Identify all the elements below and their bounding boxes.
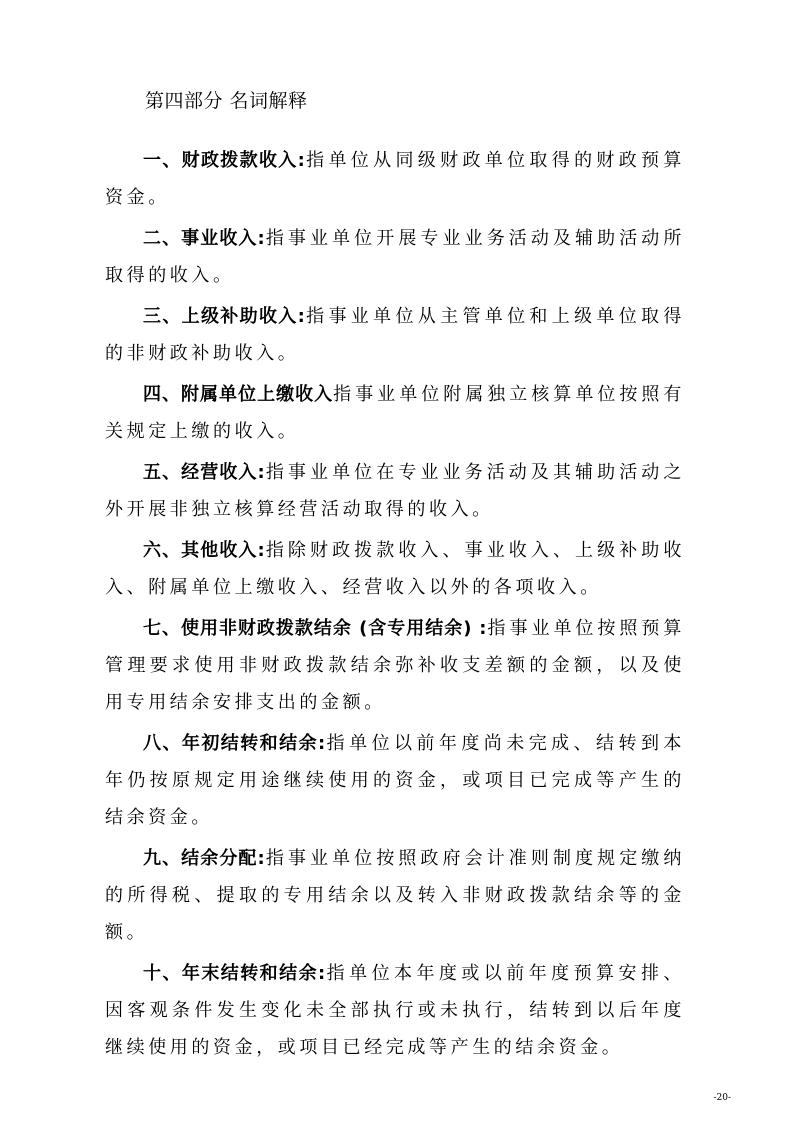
glossary-term: 五、经营收入: bbox=[143, 462, 266, 483]
glossary-term: 三、上级补助收入: bbox=[143, 306, 306, 327]
glossary-term: 九、结余分配: bbox=[143, 848, 266, 869]
glossary-entry-7 bbox=[105, 610, 685, 721]
glossary-entry-8 bbox=[105, 725, 685, 836]
glossary-entry-6 bbox=[105, 532, 685, 606]
glossary-definition: 指事业单位开展专业业务活动及辅助活动所取得的收入。 bbox=[105, 228, 685, 286]
glossary-term: 十、年末结转和结余: bbox=[143, 963, 326, 984]
glossary-definition: 指单位本年度或以前年度预算安排、因客观条件发生变化未全部执行或未执行，结转到以后年度继续使用的资金，或项目已经完成等产生的结余资金。 bbox=[105, 963, 685, 1058]
glossary-list bbox=[105, 142, 685, 1070]
glossary-entry-5 bbox=[105, 454, 685, 528]
glossary-definition: 指除财政拨款收入、事业收入、上级补助收入、附属单位上缴收入、经营收入以外的各项收入。 bbox=[105, 540, 685, 598]
glossary-entry-9 bbox=[105, 840, 685, 951]
glossary-definition: 指事业单位附属独立核算单位按照有关规定上缴的收入。 bbox=[105, 384, 685, 442]
glossary-definition: 指事业单位按照政府会计准则制度规定缴纳的所得税、提取的专用结余以及转入非财政拨款结余等的金额。 bbox=[105, 848, 685, 943]
glossary-term: 八、年初结转和结余: bbox=[143, 733, 326, 754]
glossary-entry-1 bbox=[105, 142, 685, 216]
glossary-entry-2 bbox=[105, 220, 685, 294]
glossary-entry-3 bbox=[105, 298, 685, 372]
glossary-entry-10 bbox=[105, 955, 685, 1066]
page-number: -20- bbox=[713, 1093, 731, 1103]
glossary-definition: 指单位以前年度尚未完成、结转到本年仍按原规定用途继续使用的资金，或项目已完成等产生的结余资金。 bbox=[105, 733, 685, 828]
glossary-definition: 指事业单位在专业业务活动及其辅助活动之外开展非独立核算经营活动取得的收入。 bbox=[105, 462, 685, 520]
glossary-term: 七、使用非财政拨款结余 (含专用结余) : bbox=[143, 618, 488, 639]
glossary-definition: 指事业单位从主管单位和上级单位取得的非财政补助收入。 bbox=[105, 306, 685, 364]
glossary-term: 四、附属单位上缴收入 bbox=[143, 384, 334, 405]
glossary-term: 一、财政拨款收入: bbox=[143, 150, 306, 171]
glossary-term: 二、事业收入: bbox=[143, 228, 266, 249]
section-title: 第四部分 名词解释 bbox=[145, 90, 308, 112]
glossary-definition: 指单位从同级财政单位取得的财政预算资金。 bbox=[105, 150, 685, 208]
glossary-definition: 指事业单位按照预算管理要求使用非财政拨款结余弥补收支差额的金额，以及使用专用结余安排支出的金额。 bbox=[105, 618, 685, 713]
glossary-entry-4 bbox=[105, 376, 685, 450]
glossary-term: 六、其他收入: bbox=[143, 540, 266, 561]
